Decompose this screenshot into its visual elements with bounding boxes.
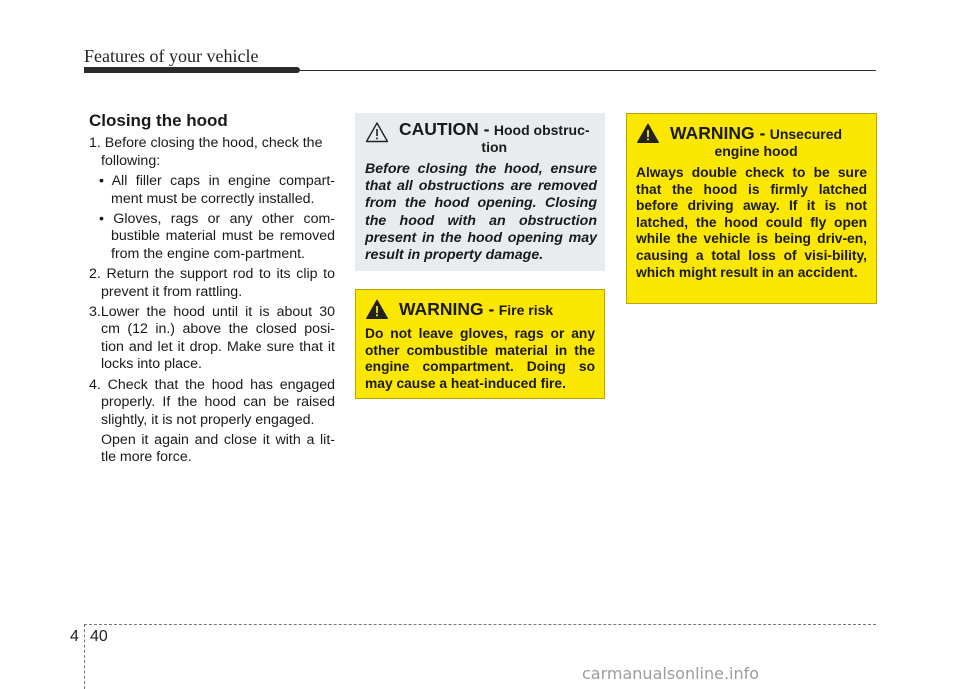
step-1-cont: following:	[101, 152, 161, 169]
step-1	[89, 135, 335, 170]
step-4-note: Open it again and close it with a lit-tle more force.	[101, 431, 335, 466]
chapter-number: 4	[70, 628, 79, 645]
warning-fire-box	[355, 289, 605, 399]
warning-hood-subject: Unsecured	[769, 126, 843, 142]
caution-body: Before closing the hood, ensure that all obstructions are removed from the hood opening. Closing the hood with an obstruction present in the hood opening may result in property damage.	[365, 161, 597, 264]
section-title: Closing the hood	[89, 111, 228, 130]
warning-triangle-outline-icon	[365, 121, 389, 143]
warning-fire-body: Do not leave gloves, rags or any other combustible material in the engine compartment. Doing so may cause a heat-induced fire.	[365, 326, 595, 391]
warning-fire-label: WARNING -	[399, 299, 495, 319]
caution-label: CAUTION -	[399, 119, 490, 139]
footer-divider	[84, 624, 85, 689]
watermark: carmanualsonline.info	[582, 664, 760, 683]
caution-box	[355, 113, 605, 271]
caution-subject: Hood obstruc-	[493, 122, 590, 138]
caution-heading	[365, 121, 597, 155]
step-2: 2. Return the support rod to its clip to prevent it from rattling.	[89, 266, 335, 300]
caution-subject-line2: tion	[481, 139, 508, 155]
warning-triangle-filled-icon	[365, 298, 389, 320]
page-number: 40	[90, 628, 108, 645]
warning-hood-subject-line2: engine hood	[714, 143, 798, 159]
header-bar	[84, 67, 300, 73]
warning-hood-box	[626, 113, 877, 304]
warning-hood-label: WARNING -	[670, 123, 766, 143]
step-1-text: 1. Before closing the hood, check the	[89, 135, 323, 152]
warning-triangle-filled-icon	[636, 122, 660, 144]
warning-fire-heading	[365, 298, 595, 320]
warning-hood-body: Always double check to be sure that the hood is firmly latched before driving away. If it is not latched, the hood could fly open while the vehicle is being driv-en, causing a total loss of visi-bility, which might result in an accident.	[636, 165, 867, 280]
header-rule	[300, 70, 876, 71]
list-item: • All filler caps in engine compart-ment must be correctly installed.	[99, 173, 335, 207]
footer-rule	[84, 624, 876, 625]
page-header-title: Features of your vehicle	[84, 46, 259, 66]
main-column	[89, 112, 335, 467]
warning-fire-subject: Fire risk	[498, 302, 554, 318]
warning-hood-heading	[636, 122, 867, 159]
step-3: 3.Lower the hood until it is about 30 cm (12 in.) above the closed posi-tion and let it drop. Make sure that it locks into place.	[89, 304, 335, 373]
list-item: • Gloves, rags or any other com-bustible material must be removed from the engine com-partment.	[99, 211, 335, 262]
step-4: 4. Check that the hood has engaged properly. If the hood can be raised slightly, it is not properly engaged.	[89, 376, 335, 428]
